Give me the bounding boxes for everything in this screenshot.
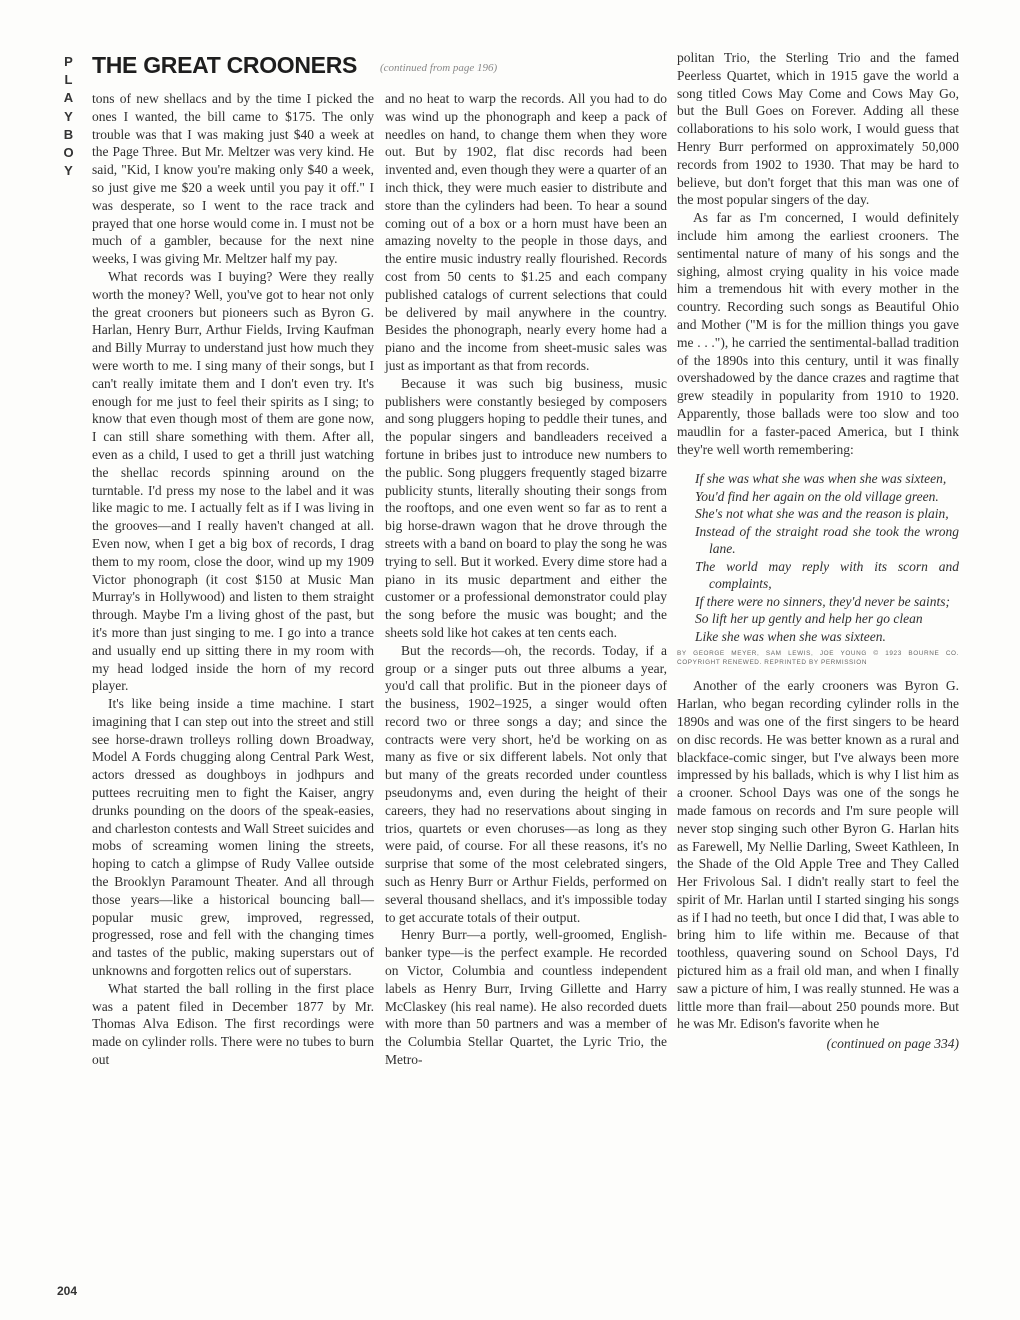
lyric-line: You'd find her again on the old village green. bbox=[695, 488, 939, 504]
article-title: THE GREAT CROONERS bbox=[92, 52, 358, 78]
paragraph: tons of new shellacs and by the time I picked the ones I wanted, the bill came to $175. The only trouble was that I was making just $40 a week at the Page Three. But Mr. Meltzer was very kind. He said, "Kid, I know you're making only $40 a week, so just give me $20 a week until you pay it off." I was desperate, so I went to the race track and prayed that one horse would come in. I must not be much of a gambler, because for the next nine weeks, I was giving Mr. Meltzer half my pay. bbox=[92, 91, 374, 267]
continued-on-note: (continued on page 334) bbox=[826, 1036, 959, 1052]
text-column-3 bbox=[677, 49, 959, 1053]
paragraph: What started the ball rolling in the first place was a patent filed in December 1877 by Mr. Thomas Alva Edison. The first recordings were made on cylinder rolls. There were no tubes to burn out bbox=[92, 980, 374, 1068]
lyric-line: If she was what she was when she was sixteen, bbox=[695, 471, 947, 487]
paragraph: But the records—oh, the records. Today, if a group or a singer puts out three albums a year, you'd call that prolific. But in the pioneer days of the business, 1902–1925, a singer would often record two or three songs a day; and since the contracts were very short, he'd be working on as many as five or six different labels. Not only that but many of the greats recorded under countless pseudonyms and, even during the height of their careers, they had no reservations about singing in trios, quartets or even choruses—as long as they were paid, of course. For all these reasons, it's no surprise that some of the most celebrated singers, such as Henry Burr or Arthur Fields, performed on several thousand shellacs, and it's impossible today to get accurate totals of their output. bbox=[385, 642, 667, 925]
paragraph: Another of the early crooners was Byron G. Harlan, who began recording cylinder rolls in the 1890s and was one of the first singers to be heard on disc records. He was better known as a rural and blackface-comic singer, but I've always been more impressed by his ballads, which is why I list him as a crooner. School Days was one of the songs he made famous on records and I'm sure people will never stop singing such other Byron G. Harlan hits as Farewell, My Nellie Darling, Sweet Kathleen, In the Shade of the Old Apple Tree and They Called Her Frivolous Sal. I didn't really start to feel the spirit of Mr. Harlan until I started singing his songs as if I had no teeth, but once I did that, I was able to bring him to life within me. Because of that toothless, quavering sound on School Days, I'd pictured him as a frail old man, and when I finally saw a picture of him, I was really stunned. He was a little more than frail—about 250 pounds more. But he was Mr. Edison's favorite when he bbox=[677, 678, 959, 1032]
magazine-name-vertical: PLAYBOY bbox=[63, 54, 74, 179]
lyric-line: Like she was when she was sixteen. bbox=[695, 628, 886, 644]
lyric-line: She's not what she was and the reason is plain, bbox=[695, 506, 949, 522]
page-number: 204 bbox=[57, 1284, 78, 1298]
paragraph: As far as I'm concerned, I would definitely include him among the earliest crooners. The sentimental nature of many of his songs and the sighing, almost crying quality in his voice made him a tremendous hit with every mother in the country. Recording such songs as Beautiful Ohio and Mother ("M is for the million things you gave me . . ."), he carried the sentimental-ballad tradition of the 1890s into this century, until it was finally overshadowed by the dance crazes and ragtime that grew steadily in popularity from 1910 to 1920. Apparently, those ballads were too slow and too maudlin for a faster-paced America, but I think they're well worth remembering: bbox=[677, 210, 959, 457]
lyrics-credit: BY GEORGE MEYER, SAM LEWIS, JOE YOUNG © 1923 BOURNE CO. COPYRIGHT RENEWED. REPRINTED BY PERMISSION bbox=[677, 650, 959, 667]
continued-from-note: (continued from page 196) bbox=[380, 62, 498, 74]
lyric-line: If there were no sinners, they'd never be saints; bbox=[695, 593, 950, 609]
lyric-line: So lift her up gently and help her go clean bbox=[695, 611, 923, 627]
paragraph: and no heat to warp the records. All you had to do was wind up the phonograph and keep a pack of needles on hand, to change them when they wore out. But by 1902, flat disc records had been invented and, even though they were a quarter of an inch thick, they were much easier to distribute and store than the cylinders had been. To hear a sound coming out of a box or a horn must have been an amazing novelty to the people in those days, and the entire music industry really flourished. Records cost from 50 cents to $1.25 and each company published catalogs of current selections that could be delivered by mail anywhere in the country. Besides the phonograph, nearly every home had a piano and the income from sheet-music sales was just as important as that from records. bbox=[385, 91, 667, 373]
paragraph: politan Trio, the Sterling Trio and the famed Peerless Quartet, which in 1915 gave the world a song titled Cows May Come and Cows May Go, but the Bull Goes on Forever. Adding all these collaborations to his solo work, I would guess that Henry Burr performed on approximately 50,000 records from 1902 to 1930. That may be hard to believe, but don't forget that this man was one of the most popular singers of the day. bbox=[677, 50, 959, 208]
text-column-2 bbox=[385, 90, 667, 1069]
lyric-line: The world may reply with its scorn and complaints, bbox=[695, 558, 959, 592]
paragraph: It's like being inside a time machine. I start imagining that I can step out into the street and still see horse-drawn trolleys rolling down Broadway, Model A Fords chugging along Central Park West, actors dressed as doughboys in jodhpurs and puttees recruiting men to fight the Kaiser, angry drunks pounding on the doors of the speak-easies, and charleston contests and Wall Street suicides and mobs of screaming women lining the streets, hoping to catch a glimpse of Rudy Vallee outside the Brooklyn Paramount Theater. And all through those years—like a historical bouncing ball—popular music grew, improved, regressed, progressed, rose and fell with the changing times and tastes of the public, making superstars out of unknowns and forgotten relics out of superstars. bbox=[92, 696, 374, 979]
paragraph: What records was I buying? Were they really worth the money? Well, you've got to hear not only the great crooners but pioneers such as Byron G. Harlan, Henry Burr, Arthur Fields, Irving Kaufman and Billy Murray to understand just how much they were worth to me. I sing many of their songs, but I can't really imitate them and I don't even try. It's enough for me just to feel their spirits as I sing; to know that even though most of them are gone now, I can still share something with them. After all, even as a child, I used to get a thrill just watching the shellac records spinning around on the turntable. I'd press my nose to the label and it was like magic to me. I actually felt as if I was living in the grooves—and I really haven't changed at all. Even now, when I get a big box of records, I drag them to my room, close the door, wind up my 1909 Victor phonograph (it cost $150 at Music Man Murray's in Hollywood) and listen to them straight through. Maybe I'm a living ghost of the past, but it's more than just singing to me. I go into a trance and usually end up sitting there in my room with my head lodged inside the horn of my record player. bbox=[92, 268, 374, 694]
paragraph: Henry Burr—a portly, well-groomed, English-banker type—is the perfect example. He recorded on Victor, Columbia and countless independent labels as Henry Burr, Irving Gillette and Harry McClaskey (his real name). He also recorded duets with more than 50 partners and was a member of the Columbia Stellar Quartet, the Lyric Trio, the Metro- bbox=[385, 927, 667, 1068]
text-column-1 bbox=[92, 90, 374, 1069]
lyric-line: Instead of the straight road she took the wrong lane. bbox=[695, 523, 959, 557]
paragraph: Because it was such big business, music publishers were constantly besieged by composers and song pluggers hoping to peddle their tunes, and the popular singers and bandleaders received a fortune in bribes just to introduce new numbers to the public. Song pluggers frequently staged bizarre publicity stunts, literally shouting their songs from the rooftops, and one even went so far as to rent a big horse-drawn wagon that he drove through the streets with a band on board to play the song he was trying to sell. But it worked. Every dime store had a piano in its music department and either the customer or a professional demonstrator could play the song before the music was bought; and the sheets sold like hot cakes at ten cents each. bbox=[385, 375, 667, 640]
song-lyrics bbox=[695, 470, 959, 645]
